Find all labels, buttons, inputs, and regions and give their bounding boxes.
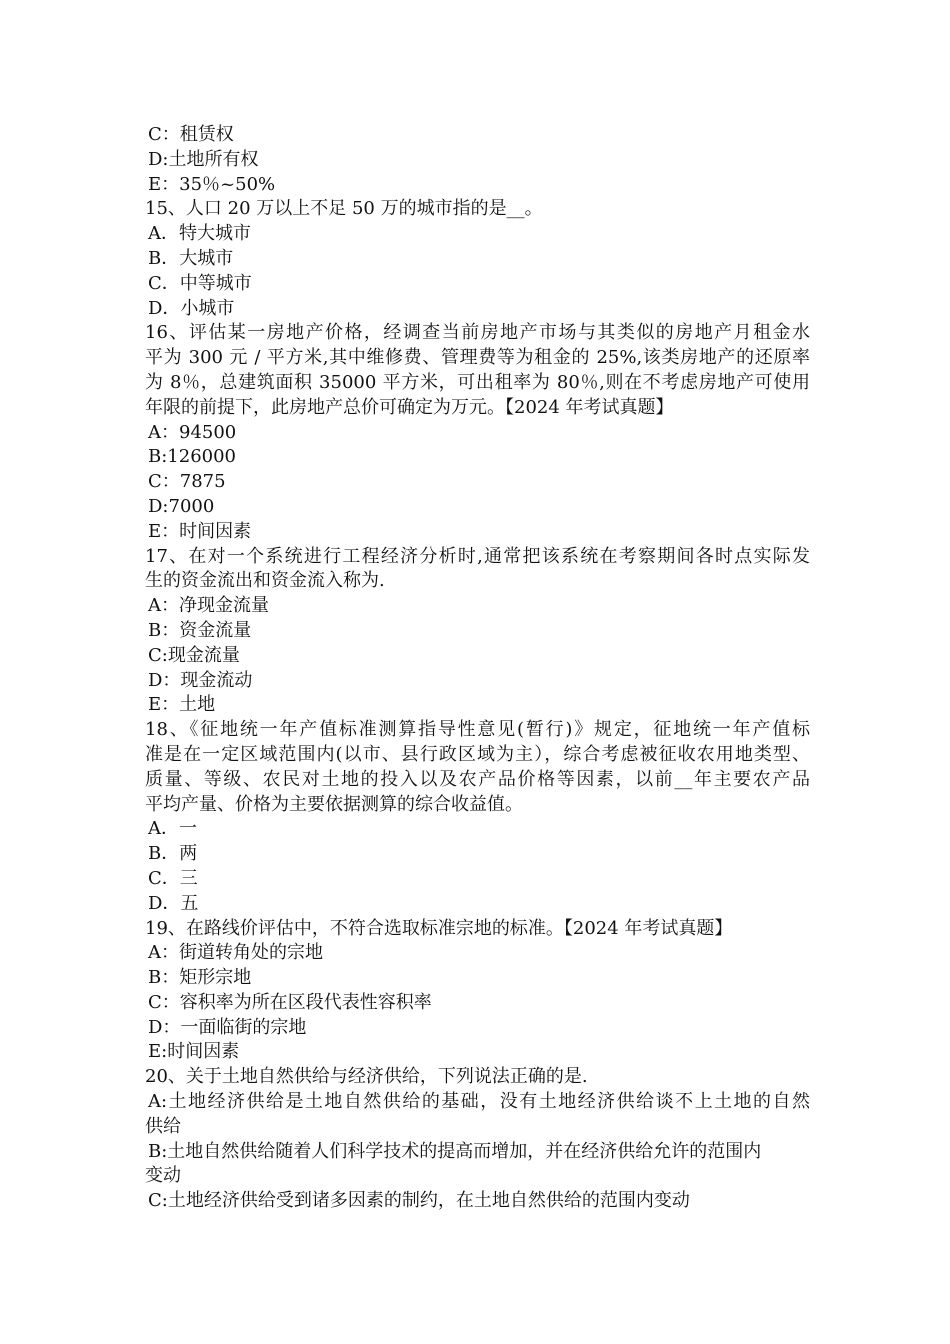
answer-option: B:126000 — [148, 446, 237, 468]
answer-option: D：现金流动 — [148, 669, 253, 691]
answer-option: A．特大城市 — [148, 223, 251, 245]
answer-option: D．五 — [148, 892, 199, 914]
question-text: 变动 — [145, 1165, 181, 1187]
answer-option: C：7875 — [148, 471, 226, 493]
question-text: 为 8％，总建筑面积 35000 平方米，可出租率为 80％,则在不考虑房地产可使用 — [145, 371, 810, 393]
answer-option: A：94500 — [148, 421, 237, 443]
answer-option: C．三 — [148, 867, 198, 889]
answer-option: C．中等城市 — [148, 272, 252, 294]
answer-option: A：净现金流量 — [148, 595, 269, 617]
question-text: 平为 300 元 / 平方米,其中维修费、管理费等为租金的 25%,该类房地产的还原率 — [145, 347, 810, 369]
answer-option: C：租赁权 — [148, 124, 234, 145]
question-text: 供给 — [145, 1115, 181, 1137]
question-text: 19、在路线价评估中，不符合选取标准宗地的标准。【2024 年考试真题】 — [145, 917, 733, 939]
question-text: 20、关于土地自然供给与经济供给，下列说法正确的是. — [145, 1066, 588, 1088]
question-text: 15、人口 20 万以上不足 50 万的城市指的是__。 — [145, 198, 543, 220]
answer-option: A:土地经济供给是土地自然供给的基础，没有土地经济供给谈不上土地的自然 — [148, 1091, 810, 1113]
answer-option: E：时间因素 — [148, 520, 252, 542]
question-text: 17、在对一个系统进行工程经济分析时,通常把该系统在考察期间各时点实际发 — [145, 545, 810, 567]
answer-option: D：一面临街的宗地 — [148, 1016, 307, 1038]
answer-option: D:土地所有权 — [148, 148, 259, 170]
answer-option: B．两 — [148, 843, 198, 865]
answer-option: B：资金流量 — [148, 619, 252, 641]
question-text: 平均产量、价格为主要依据测算的综合收益值。 — [145, 793, 523, 815]
answer-option: A：街道转角处的宗地 — [148, 942, 323, 964]
question-text: 准是在一定区域范围内(以市、县行政区域为主），综合考虑被征收农用地类型、 — [145, 743, 810, 765]
answer-option: B:土地自然供给随着人们科学技术的提高而增加，并在经济供给允许的范围内 — [148, 1140, 762, 1162]
answer-option: D:7000 — [148, 495, 215, 517]
document-page — [145, 123, 810, 1214]
answer-option: C：容积率为所在区段代表性容积率 — [148, 991, 432, 1013]
question-text: 生的资金流出和资金流入称为. — [145, 570, 385, 592]
question-text: 18、《征地统一年产值标准测算指导性意见(暂行)》规定，征地统一年产值标 — [145, 719, 810, 741]
answer-option: E：土地 — [148, 694, 216, 716]
question-text: 质量、等级、农民对土地的投入以及农产品价格等因素，以前__年主要农产品 — [145, 768, 810, 790]
answer-option: E:时间因素 — [148, 1041, 240, 1063]
answer-option: B．大城市 — [148, 247, 234, 269]
question-text: 年限的前提下，此房地产总价可确定为万元。【2024 年考试真题】 — [145, 396, 674, 418]
answer-option: D．小城市 — [148, 297, 235, 319]
answer-option: E：35％~50% — [148, 173, 276, 195]
answer-option: C:现金流量 — [148, 644, 240, 666]
answer-option: A．一 — [148, 818, 197, 840]
question-text: 16、评估某一房地产价格，经调查当前房地产市场与其类似的房地产月租金水 — [145, 322, 810, 344]
answer-option: C:土地经济供给受到诸多因素的制约，在土地自然供给的范围内变动 — [148, 1190, 690, 1212]
answer-option: B：矩形宗地 — [148, 967, 252, 989]
